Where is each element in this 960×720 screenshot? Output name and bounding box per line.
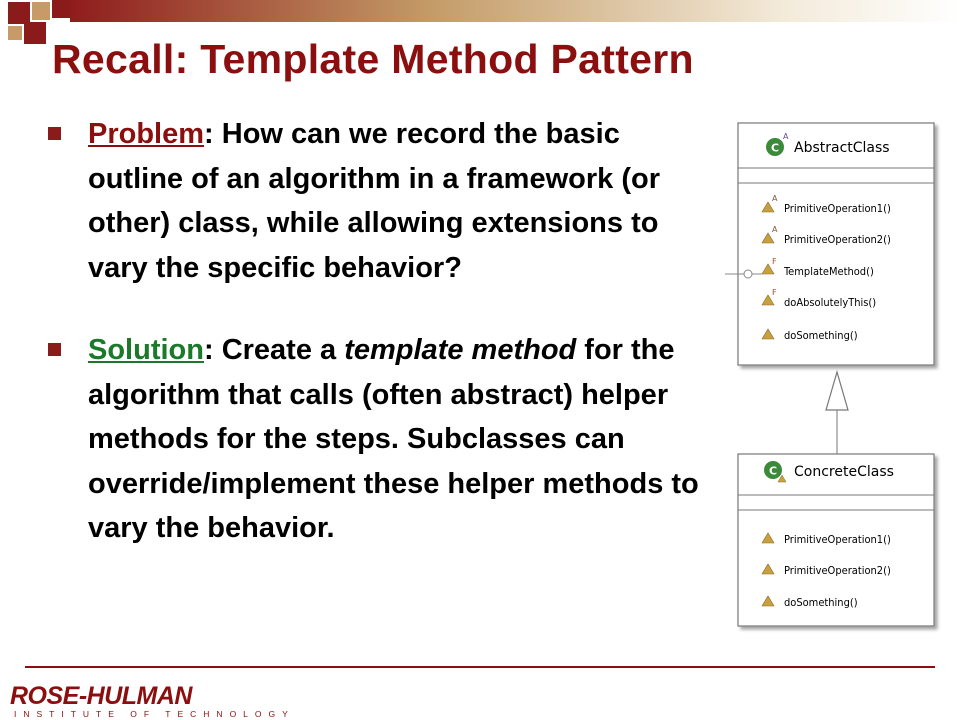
logo-subtitle: INSTITUTE OF TECHNOLOGY xyxy=(14,709,295,719)
svg-text:A: A xyxy=(783,132,789,141)
inheritance-arrow xyxy=(826,372,848,454)
solution-text-rest: for the algorithm that calls (often abstract) helper methods for the steps. Subclasses can override/implement these helper methods to vary the behavior. xyxy=(88,334,699,544)
logo-wordmark: ROSE-HULMAN xyxy=(10,682,192,710)
svg-text:PrimitiveOperation2(): PrimitiveOperation2() xyxy=(784,233,891,246)
bullet-solution xyxy=(48,328,708,551)
bullet-marker xyxy=(48,127,61,140)
rose-hulman-logo xyxy=(10,683,295,719)
footer-divider xyxy=(25,666,935,668)
bullet-list xyxy=(48,112,708,551)
svg-text:PrimitiveOperation1(): PrimitiveOperation1() xyxy=(784,202,891,215)
svg-text:C: C xyxy=(768,464,778,478)
bullet-marker xyxy=(48,343,61,356)
problem-text: : How can we record the basic outline of an algorithm in a framework (or other) class, while allowing extensions to vary the specific behavior? xyxy=(88,118,660,284)
svg-text:doAbsolutelyThis(): doAbsolutelyThis() xyxy=(784,296,877,309)
svg-text:PrimitiveOperation1(): PrimitiveOperation1() xyxy=(784,533,891,546)
svg-text:F: F xyxy=(772,257,777,266)
svg-text:C: C xyxy=(770,141,780,155)
solution-keyword: Solution xyxy=(88,334,204,366)
solution-italic-term: template method xyxy=(344,334,577,366)
problem-keyword: Problem xyxy=(88,118,205,150)
uml-class-diagram xyxy=(720,110,942,635)
header-gradient-bar xyxy=(70,0,960,22)
svg-text:PrimitiveOperation2(): PrimitiveOperation2() xyxy=(784,564,891,577)
svg-text:A: A xyxy=(772,194,778,203)
solution-text-before: : Create a xyxy=(203,334,345,366)
bullet-problem xyxy=(48,112,708,290)
svg-text:TemplateMethod(): TemplateMethod() xyxy=(784,265,874,278)
slide-title: Recall: Template Method Pattern xyxy=(52,36,694,82)
concrete-class-name: ConcreteClass xyxy=(794,464,894,480)
abstract-class-name: AbstractClass xyxy=(794,140,890,156)
svg-text:doSomething(): doSomething() xyxy=(784,596,858,609)
svg-text:A: A xyxy=(772,225,778,234)
svg-text:F: F xyxy=(772,288,777,297)
svg-text:doSomething(): doSomething() xyxy=(784,329,858,342)
